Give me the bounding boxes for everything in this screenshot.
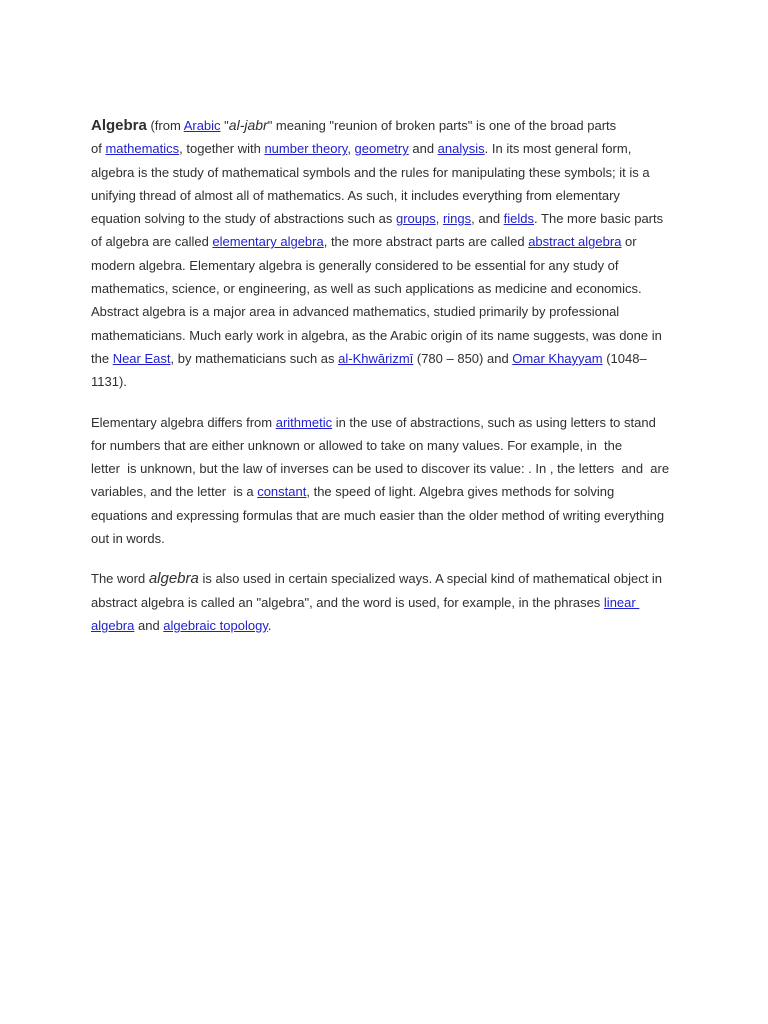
- link-geometry[interactable]: geometry: [354, 141, 409, 157]
- link-algebraic-topology[interactable]: algebraic topology: [163, 617, 268, 633]
- link-al-khwarizmi[interactable]: al-Khwārizmī: [338, 350, 414, 366]
- text-run: and: [408, 141, 438, 157]
- link-mathematics[interactable]: mathematics: [105, 141, 180, 157]
- link-arabic[interactable]: Arabic: [183, 118, 221, 133]
- link-fields[interactable]: fields: [503, 211, 535, 227]
- paragraph-1: [91, 114, 768, 394]
- text-run: in the use of abstractions, such as using letters to stand for numbers that are either unknown or allowed to take on many values. For example, in the letter is unknown, but the law of inverses can be used to discover its value: . In , the letters and are variables, and the letter is a: [91, 414, 670, 500]
- text-run: , the more abstract parts are called: [323, 234, 529, 250]
- link-groups[interactable]: groups: [395, 211, 436, 227]
- text-run: Elementary algebra differs from: [91, 414, 276, 430]
- text-run: or modern algebra. Elementary algebra is generally considered to be essential for any study of mathematics, science, or engineering, as well as such applications as medicine and economics. Abstract algebra is a major area in advanced mathematics, studied primarily by professional mathematicians. Much early work in algebra, as the Arabic origin of its name suggests, was done in the: [91, 234, 662, 366]
- text-run: .: [267, 617, 272, 633]
- text-run: (1048– 1131).: [91, 350, 647, 390]
- link-abstract-algebra[interactable]: abstract algebra: [528, 234, 622, 250]
- text-run: , by mathematicians such as: [170, 350, 339, 366]
- text-run: ": [220, 118, 229, 133]
- text-run: (from: [146, 118, 184, 133]
- paragraph-2: [91, 411, 768, 551]
- link-near-east[interactable]: Near East: [112, 350, 171, 366]
- paragraph-3: [91, 567, 768, 637]
- text-run: and: [134, 617, 164, 633]
- link-number-theory[interactable]: number theory: [264, 141, 348, 157]
- text-run: " meaning "reunion of broken parts" is one of the broad parts of: [91, 118, 617, 157]
- text-run: ,: [347, 141, 355, 157]
- link-analysis[interactable]: analysis: [437, 141, 485, 157]
- text-run: . The more basic parts of algebra are called: [91, 211, 664, 250]
- text-run: (780 – 850) and: [413, 350, 513, 366]
- text-run: , together with: [179, 141, 265, 157]
- text-run: is also used in certain specialized ways. A special kind of mathematical object in abstract algebra is called an "algebra", and the word is used, for example, in the phrases: [91, 571, 663, 610]
- link-constant[interactable]: constant: [257, 484, 307, 500]
- term-algebra: Algebra: [91, 117, 147, 134]
- text-run: ,: [435, 211, 443, 227]
- link-omar-khayyam[interactable]: Omar Khayyam: [512, 350, 603, 366]
- term-al-jabr: al-jabr: [228, 117, 268, 133]
- link-elementary-algebra[interactable]: elementary algebra: [212, 234, 324, 250]
- text-run: The word: [91, 571, 149, 587]
- text-run: . In its most general form, algebra is the study of mathematical symbols and the rules for manipulating these symbols; it is a unifying thread of almost all of mathematics. As such, it includes everything from elementary equation solving to the study of abstractions such as: [91, 141, 650, 227]
- text-run: , the speed of light. Algebra gives methods for solving equations and expressing formulas that are much easier than the older method of writing everything out in words.: [91, 484, 665, 547]
- text-run: , and: [471, 211, 504, 227]
- link-arithmetic[interactable]: arithmetic: [275, 414, 333, 430]
- term-algebra-italic: algebra: [148, 570, 199, 588]
- link-rings[interactable]: rings: [442, 211, 472, 227]
- link-linear-algebra[interactable]: linear algebra: [91, 594, 636, 633]
